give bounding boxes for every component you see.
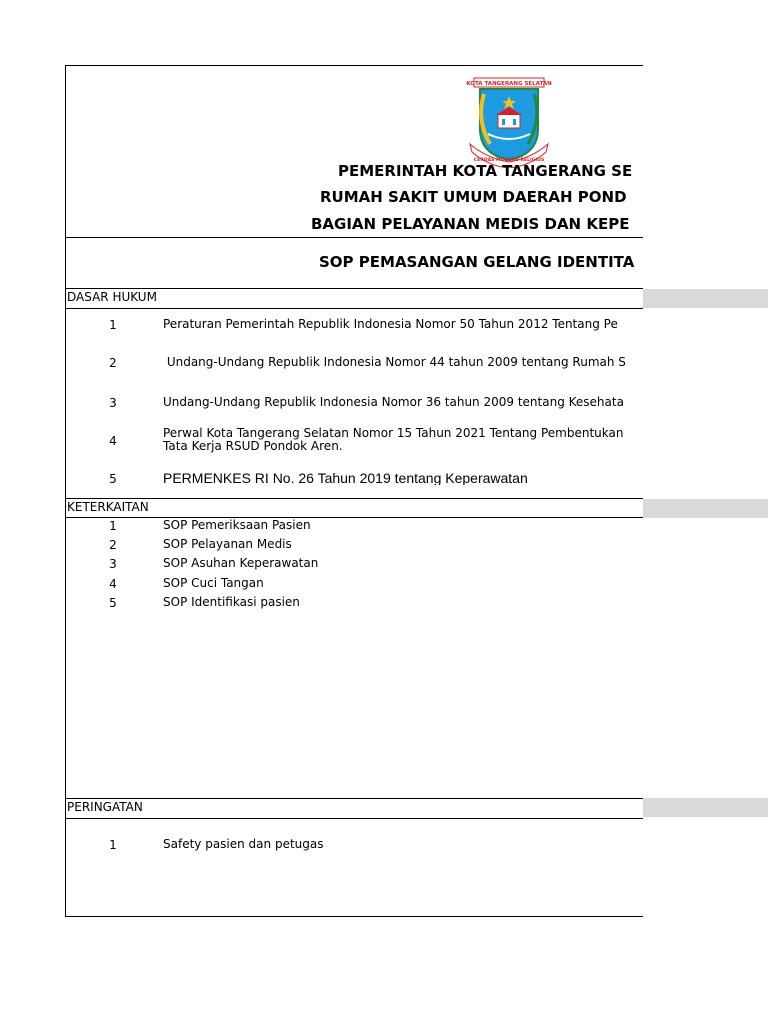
keterkaitan-item: SOP Asuhan Keperawatan bbox=[163, 557, 319, 570]
keterkaitan-number: 4 bbox=[109, 577, 117, 591]
keterkaitan-top-divider bbox=[65, 498, 643, 499]
dasar-hukum-item bbox=[163, 427, 643, 453]
keterkaitan-item: SOP Pemeriksaan Pasien bbox=[163, 519, 311, 532]
section-band-dasar-hukum bbox=[643, 289, 768, 308]
keterkaitan-item: SOP Pelayanan Medis bbox=[163, 538, 292, 551]
dasar-hukum-divider bbox=[65, 308, 643, 309]
table-bottom-border bbox=[65, 916, 643, 917]
header-line-2: RUMAH SAKIT UMUM DAERAH POND bbox=[320, 188, 627, 206]
peringatan-item: Safety pasien dan petugas bbox=[163, 838, 324, 851]
keterkaitan-number: 2 bbox=[109, 538, 117, 552]
keterkaitan-item: SOP Cuci Tangan bbox=[163, 577, 264, 590]
section-band-peringatan bbox=[643, 798, 768, 817]
dasar-hukum-item-line: Tata Kerja RSUD Pondok Aren. bbox=[163, 439, 343, 453]
header-line-3: BAGIAN PELAYANAN MEDIS DAN KEPE bbox=[311, 215, 630, 233]
logo-banner-text: KOTA TANGERANG SELATAN bbox=[466, 81, 552, 87]
dasar-hukum-item: Undang-Undang Republik Indonesia Nomor 44 tahun 2009 tentang Rumah S bbox=[163, 356, 626, 369]
dasar-hukum-number: 3 bbox=[109, 396, 117, 410]
peringatan-top-divider bbox=[65, 798, 643, 799]
section-label-dasar-hukum: DASAR HUKUM bbox=[67, 290, 157, 304]
peringatan-divider bbox=[65, 818, 643, 819]
dasar-hukum-number: 4 bbox=[109, 434, 117, 448]
title-divider bbox=[65, 288, 643, 289]
city-emblem-logo bbox=[466, 74, 554, 168]
header-divider bbox=[65, 237, 643, 238]
header-line-1: PEMERINTAH KOTA TANGERANG SE bbox=[338, 162, 633, 180]
dasar-hukum-item: PERMENKES RI No. 26 Tahun 2019 tentang Keperawatan bbox=[163, 472, 528, 485]
section-band-keterkaitan bbox=[643, 499, 768, 518]
dasar-hukum-item: Undang-Undang Republik Indonesia Nomor 36 tahun 2009 tentang Kesehata bbox=[163, 396, 624, 409]
dasar-hukum-item: Peraturan Pemerintah Republik Indonesia Nomor 50 Tahun 2012 Tentang Pe bbox=[163, 318, 618, 331]
dasar-hukum-item-line: Perwal Kota Tangerang Selatan Nomor 15 Tahun 2021 Tentang Pembentukan bbox=[163, 427, 624, 440]
logo-motto-text: CERDAS MODERN RELIGIUS bbox=[473, 158, 545, 163]
keterkaitan-number: 5 bbox=[109, 596, 117, 610]
keterkaitan-number: 3 bbox=[109, 557, 117, 571]
document-title: SOP PEMASANGAN GELANG IDENTITA bbox=[319, 253, 635, 271]
dasar-hukum-number: 1 bbox=[109, 318, 117, 332]
keterkaitan-divider bbox=[65, 517, 643, 518]
keterkaitan-item: SOP Identifikasi pasien bbox=[163, 596, 300, 609]
section-label-keterkaitan: KETERKAITAN bbox=[67, 500, 149, 514]
table-top-border bbox=[65, 65, 643, 66]
section-label-peringatan: PERINGATAN bbox=[67, 800, 143, 814]
peringatan-number: 1 bbox=[109, 838, 117, 852]
dasar-hukum-number: 5 bbox=[109, 472, 117, 486]
dasar-hukum-number: 2 bbox=[109, 356, 117, 370]
keterkaitan-number: 1 bbox=[109, 519, 117, 533]
